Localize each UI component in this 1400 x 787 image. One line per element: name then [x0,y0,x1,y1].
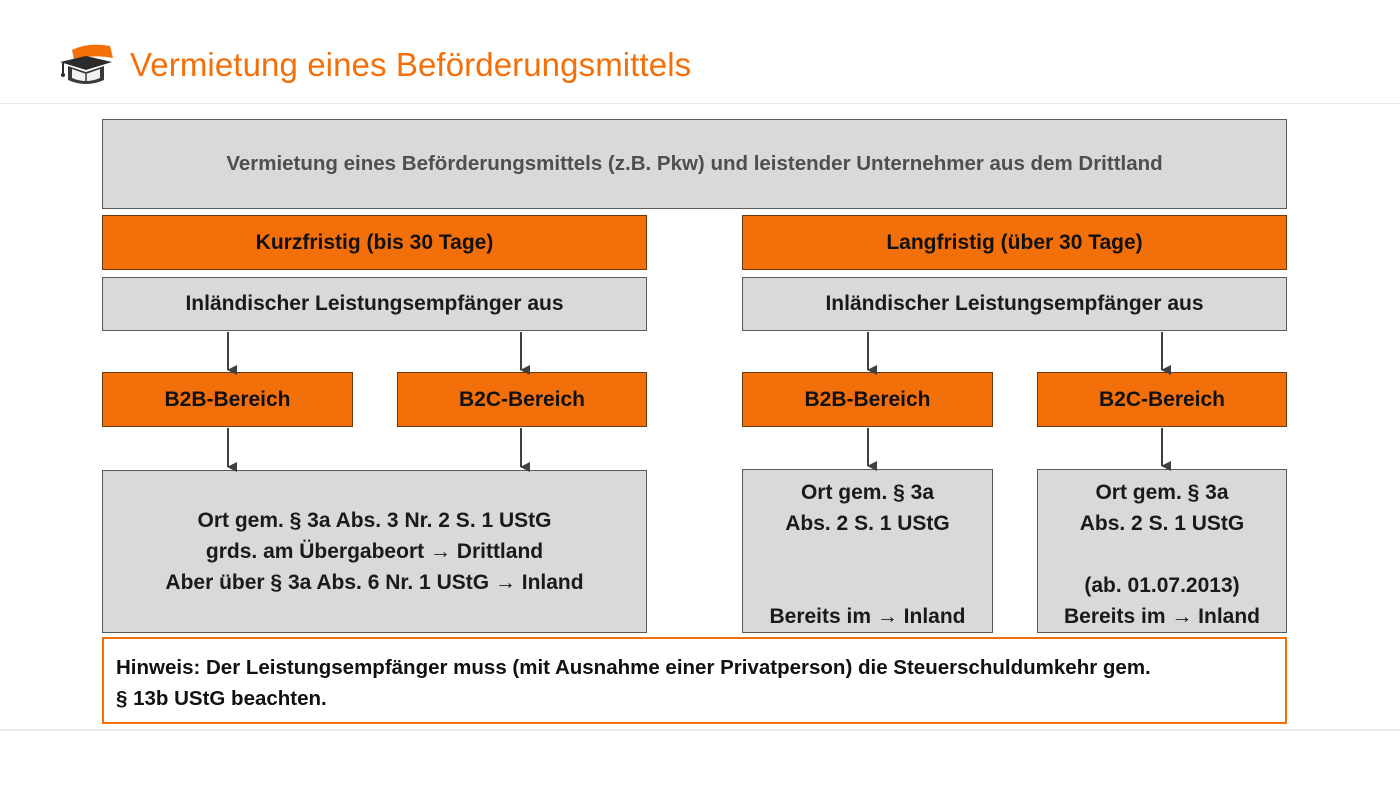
right-b2c-result-date: (ab. 01.07.2013) [1084,574,1240,597]
note-box [102,637,1287,724]
slide-header [0,0,1400,104]
left-b2c-box [397,372,647,427]
long-term-box [742,215,1287,270]
right-recipient-box [742,277,1287,331]
right-b2b-box [742,372,993,427]
short-term-box [102,215,647,270]
left-b2b-label: B2B-Bereich [164,387,291,411]
long-term-label: Langfristig (über 30 Tage) [886,230,1143,254]
left-result-line: grds. am Übergabeort → Drittland [205,540,544,563]
root-box [102,119,1287,209]
left-recipient-box [102,277,647,331]
right-b2c-result-line: Ort gem. § 3a [1095,481,1229,504]
page-title: Vermietung eines Beförderungsmittels [130,46,692,83]
header-divider [0,103,1400,104]
right-b2c-result-footer: Bereits im → Inland [1063,605,1261,628]
graduation-cap-book-icon [58,40,120,92]
right-b2c-box [1037,372,1287,427]
right-b2b-result-line: Abs. 2 S. 1 UStG [785,512,950,535]
short-term-label: Kurzfristig (bis 30 Tage) [255,230,494,254]
right-b2c-result-line: Abs. 2 S. 1 UStG [1079,512,1245,535]
footer-divider [0,729,1400,731]
root-label: Vermietung eines Beförderungsmittels (z.B. Pkw) und leistender Unternehmer aus dem Drittland [226,152,1163,175]
left-result-box [102,470,647,633]
left-result-line: Aber über § 3a Abs. 6 Nr. 1 UStG → Inland [165,571,584,594]
note-line: Hinweis: Der Leistungsempfänger muss (mit Ausnahme einer Privatperson) die Steuerschuldumkehr gem. [116,656,1151,679]
left-b2c-label: B2C-Bereich [458,387,586,411]
right-recipient-label: Inländischer Leistungsempfänger aus [825,292,1204,315]
left-result-line: Ort gem. § 3a Abs. 3 Nr. 2 S. 1 UStG [197,509,552,532]
right-b2b-result-line: Ort gem. § 3a [800,481,935,504]
left-recipient-label: Inländischer Leistungsempfänger aus [185,292,564,315]
right-b2c-label: B2C-Bereich [1098,387,1226,411]
right-b2b-label: B2B-Bereich [804,387,931,411]
left-b2b-box [102,372,353,427]
note-line: § 13b UStG beachten. [116,687,327,710]
right-b2b-result-box [742,469,993,633]
right-b2c-result-box [1037,469,1287,633]
right-b2b-result-footer: Bereits im → Inland [769,605,966,628]
